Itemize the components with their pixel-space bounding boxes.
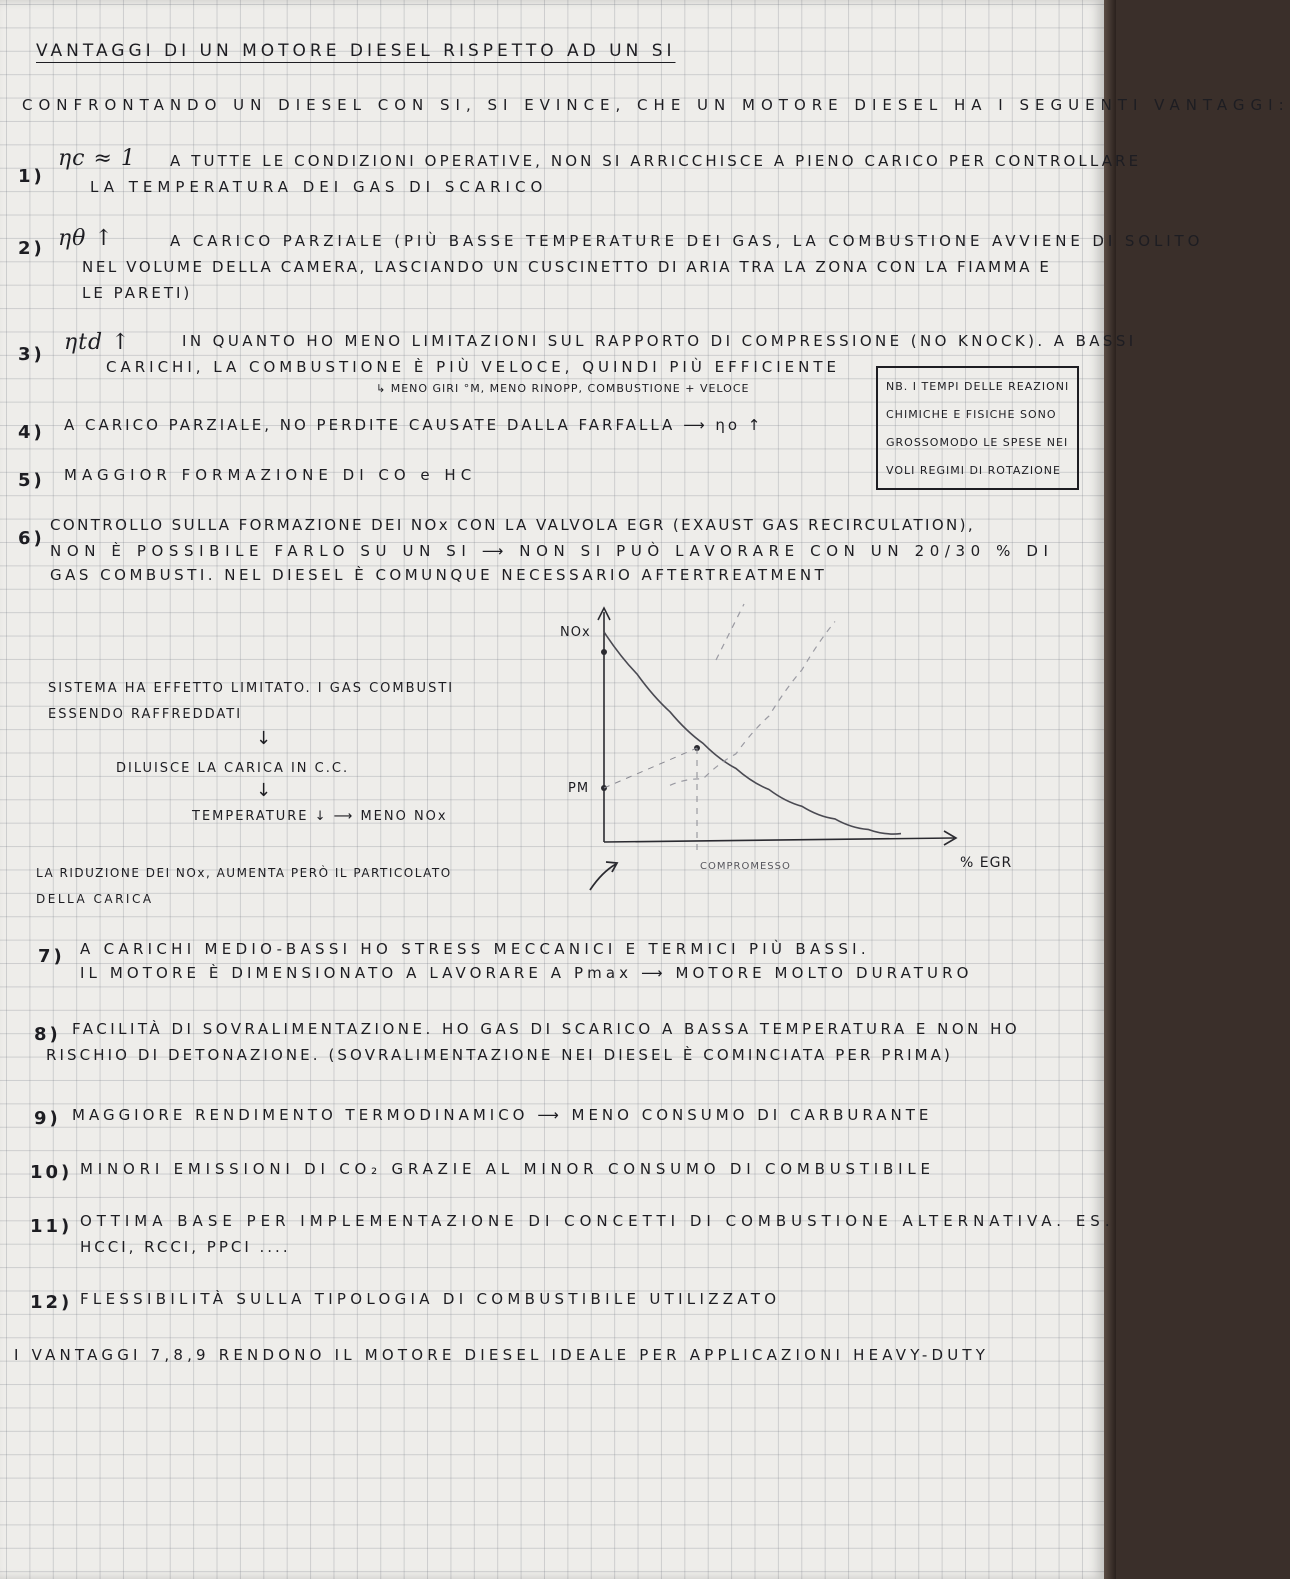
chart-ytick-label: PM <box>568 781 590 796</box>
egr-note: LA RIDUZIONE DEI NOx, AUMENTA PERÒ IL PARTICOLATO <box>36 866 452 880</box>
item-1-line: LA TEMPERATURA DEI GAS DI SCARICO <box>90 178 548 196</box>
egr-note: DELLA CARICA <box>36 892 154 906</box>
item-3-number: 3) <box>18 344 45 365</box>
pm-guide-line <box>604 748 697 788</box>
item-1-number: 1) <box>18 166 45 187</box>
note-line: VOLI REGIMI DI ROTAZIONE <box>886 464 1061 477</box>
egr-arrow: ↓ <box>256 780 275 801</box>
item-2-line: LE PARETI) <box>82 284 193 302</box>
note-line: GROSSOMODO LE SPESE NEI <box>886 436 1069 449</box>
conclusion-text: I VANTAGGI 7,8,9 RENDONO IL MOTORE DIESEL IDEALE PER APPLICAZIONI HEAVY-DUTY <box>14 1346 990 1364</box>
item-11-number: 11) <box>30 1216 73 1237</box>
item-9-line: MAGGIORE RENDIMENTO TERMODINAMICO ⟶ MENO CONSUMO DI CARBURANTE <box>72 1106 933 1124</box>
item-3-line: CARICHI, LA COMBUSTIONE È PIÙ VELOCE, QUINDI PIÙ EFFICIENTE <box>106 358 840 376</box>
chart-ytick-nox <box>601 649 607 655</box>
egr-note: DILUISCE LA CARICA IN C.C. <box>116 761 350 776</box>
note-line: CHIMICHE E FISICHE SONO <box>886 408 1057 421</box>
item-5-number: 5) <box>18 470 45 491</box>
item-11-line: HCCI, RCCI, PPCI .... <box>80 1238 291 1256</box>
item-1-line: A TUTTE LE CONDIZIONI OPERATIVE, NON SI ARRICCHISCE A PIENO CARICO PER CONTROLLARE <box>170 152 1142 170</box>
item-6-number: 6) <box>18 528 45 549</box>
item-3-line: IN QUANTO HO MENO LIMITAZIONI SUL RAPPORTO DI COMPRESSIONE (NO KNOCK). A BASSI <box>182 332 1137 350</box>
item-12-line: FLESSIBILITÀ SULLA TIPOLOGIA DI COMBUSTIBILE UTILIZZATO <box>80 1290 781 1308</box>
chart-y-label: NOx <box>560 625 591 640</box>
item-11-line: OTTIMA BASE PER IMPLEMENTAZIONE DI CONCETTI DI COMBUSTIONE ALTERNATIVA. ES. <box>80 1212 1115 1230</box>
item-10-number: 10) <box>30 1162 73 1183</box>
egr-arrow: ↓ <box>256 728 275 749</box>
item-9-number: 9) <box>34 1108 61 1129</box>
item-4-number: 4) <box>18 422 45 443</box>
chart-xtick-label: COMPROMESSO <box>700 861 791 872</box>
item-7-number: 7) <box>38 946 65 967</box>
item-8-number: 8) <box>34 1024 61 1045</box>
item-2-line: A CARICO PARZIALE (PIÙ BASSE TEMPERATURE DEI GAS, LA COMBUSTIONE AVVIENE DI SOLITO <box>170 232 1204 250</box>
chart-x-axis <box>604 838 954 842</box>
item-7-line: A CARICHI MEDIO-BASSI HO STRESS MECCANICI E TERMICI PIÙ BASSI. <box>80 940 870 958</box>
item-12-number: 12) <box>30 1292 73 1313</box>
pm-curve <box>670 622 835 786</box>
item-7-line: IL MOTORE È DIMENSIONATO A LAVORARE A Pmax ⟶ MOTORE MOLTO DURATURO <box>80 964 973 982</box>
item-2-line: NEL VOLUME DELLA CAMERA, LASCIANDO UN CUSCINETTO DI ARIA TRA LA ZONA CON LA FIAMMA E <box>82 258 1052 276</box>
page-title: VANTAGGI DI UN MOTORE DIESEL RISPETTO AD UN SI <box>36 41 676 61</box>
item-8-line: FACILITÀ DI SOVRALIMENTAZIONE. HO GAS DI SCARICO A BASSA TEMPERATURA E NON HO <box>72 1020 1021 1038</box>
item-6-line: CONTROLLO SULLA FORMAZIONE DEI NOx CON LA VALVOLA EGR (EXAUST GAS RECIRCULATION), <box>50 516 976 534</box>
item-3-subnote: ↳ MENO GIRI °M, MENO RINOPP, COMBUSTIONE + VELOCE <box>376 382 750 395</box>
item-3-symbol: ηtd ↑ <box>64 330 131 355</box>
item-4-line: A CARICO PARZIALE, NO PERDITE CAUSATE DALLA FARFALLA ⟶ ηo ↑ <box>64 416 764 434</box>
item-6-line: NON È POSSIBILE FARLO SU UN SI ⟶ NON SI PUÒ LAVORARE CON UN 20/30 % DI <box>50 542 1054 560</box>
item-5-line: MAGGIOR FORMAZIONE DI CO e HC <box>64 466 477 484</box>
note-arrow <box>590 864 616 890</box>
item-2-number: 2) <box>18 238 45 259</box>
item-6-line: GAS COMBUSTI. NEL DIESEL È COMUNQUE NECESSARIO AFTERTREATMENT <box>50 566 828 584</box>
item-1-symbol: ηc ≈ 1 <box>58 146 136 171</box>
item-10-line: MINORI EMISSIONI DI CO₂ GRAZIE AL MINOR CONSUMO DI COMBUSTIBILE <box>80 1160 935 1178</box>
pm-curve-extension <box>716 604 744 660</box>
egr-note: ESSENDO RAFFREDDATI <box>48 707 243 722</box>
egr-note: SISTEMA HA EFFETTO LIMITATO. I GAS COMBUSTI <box>48 681 455 696</box>
note-line: NB. I TEMPI DELLE REAZIONI <box>886 380 1070 393</box>
item-8-line: RISCHIO DI DETONAZIONE. (SOVRALIMENTAZIONE NEI DIESEL È COMINCIATA PER PRIMA) <box>46 1046 953 1064</box>
egr-note: TEMPERATURE ↓ ⟶ MENO NOx <box>192 809 448 824</box>
chart-x-label: % EGR <box>960 855 1013 871</box>
item-2-symbol: ηθ ↑ <box>58 226 114 251</box>
intro-text: CONFRONTANDO UN DIESEL CON SI, SI EVINCE, CHE UN MOTORE DIESEL HA I SEGUENTI VANTAGGI: <box>22 96 1290 114</box>
